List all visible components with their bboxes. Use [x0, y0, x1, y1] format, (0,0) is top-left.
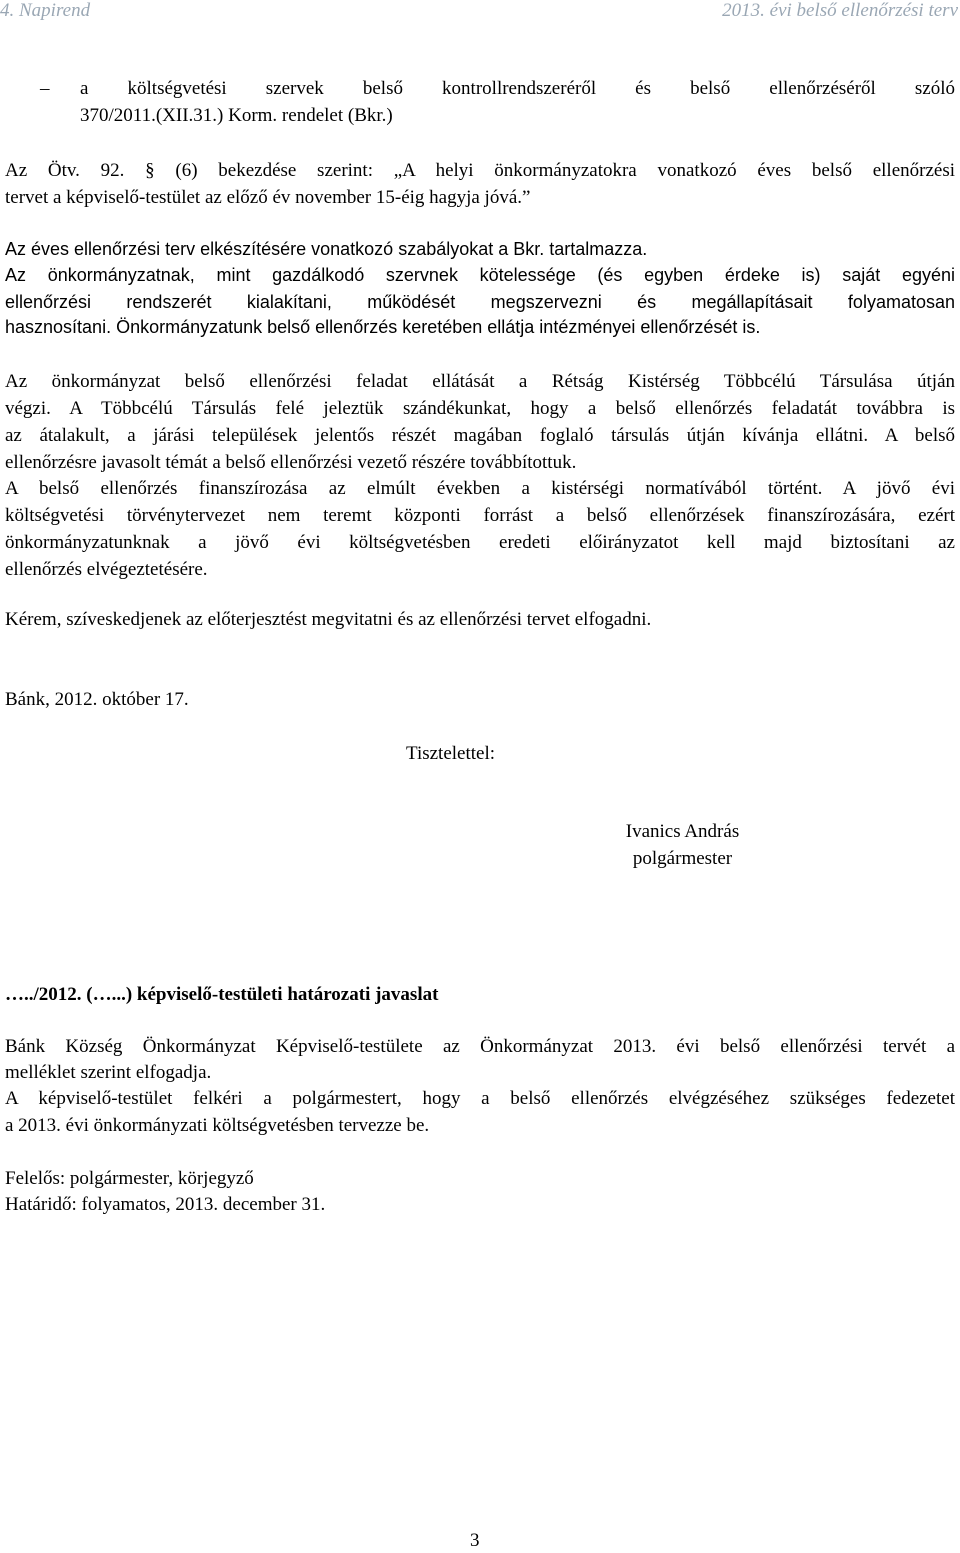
para1-line-2: tervet a képviselő-testület az előző év november 15-éig hagyja jóvá.”	[5, 187, 531, 208]
resolution-deadline: Határidő: folyamatos, 2013. december 31.	[5, 1194, 326, 1215]
para3-line-8: ellenőrzés elvégeztetésére.	[5, 559, 208, 580]
para3-line-2: végzi. A Többcélú Társulás felé jeleztük szándékunkat, hogy a belső ellenőrzés feladatát továbbra is	[5, 398, 955, 419]
resolution-line-1: Bánk Község Önkormányzat Képviselő-testülete az Önkormányzat 2013. évi belső ellenőrzési tervét a	[5, 1036, 955, 1057]
resolution-line-2: melléklet szerint elfogadja.	[5, 1062, 212, 1083]
para1-line-1: Az Ötv. 92. § (6) bekezdése szerint: „A helyi önkormányzatokra vonatkozó éves belső ellenőrzési	[5, 160, 955, 181]
request-text: Kérem, szíveskedjenek az előterjesztést megvitatni és az ellenőrzési tervet elfogadni.	[5, 609, 652, 630]
para3-line-6: költségvetési törvénytervezet nem teremt központi forrást a belső ellenőrzések finanszírozására, ezért	[5, 505, 955, 526]
para3-line-7: önkormányzatunknak a jövő évi költségvetésben eredeti előirányzatot kell majd biztosítani az	[5, 532, 955, 553]
signature-name: Ivanics András	[625, 821, 740, 842]
para2-line-1: Az éves ellenőrzési terv elkészítésére vonatkozó szabályokat a Bkr. tartalmazza.	[5, 239, 648, 259]
para3-line-3: az átalakult, a járási települések jelentős részét magában foglaló társulás útján kívánja ellátni. A belső	[5, 425, 955, 446]
greeting: Tisztelettel:	[406, 743, 496, 764]
para3-line-4: ellenőrzésre javasolt témát a belső ellenőrzési vezető részére továbbítottuk.	[5, 452, 577, 473]
bullet-line-2: 370/2011.(XII.31.) Korm. rendelet (Bkr.)	[80, 105, 393, 126]
para3-line-1: Az önkormányzat belső ellenőrzési feladat ellátását a Rétság Kistérség Többcélú Társulása útján	[5, 371, 955, 392]
resolution-line-3: A képviselő-testület felkéri a polgármestert, hogy a belső ellenőrzés elvégzéséhez szükséges fedezetet	[5, 1088, 955, 1109]
page-number: 3	[470, 1530, 480, 1551]
signature-title: polgármester	[632, 848, 733, 869]
header-right: 2013. évi belső ellenőrzési terv	[722, 0, 958, 21]
resolution-heading: …../2012. (…...) képviselő-testületi határozati javaslat	[5, 984, 439, 1005]
header-left: 4. Napirend	[0, 0, 91, 21]
resolution-responsible: Felelős: polgármester, körjegyző	[5, 1168, 254, 1189]
para3-line-5: A belső ellenőrzés finanszírozása az elmúlt években a kistérségi normatívából történt. A jövő évi	[5, 478, 955, 499]
place-date: Bánk, 2012. október 17.	[5, 689, 189, 710]
para2-line-2: Az önkormányzatnak, mint gazdálkodó szervnek kötelessége (és egyben érdeke is) saját egyéni	[5, 265, 955, 285]
bullet-dash: –	[40, 78, 50, 99]
resolution-line-4: a 2013. évi önkormányzati költségvetésben tervezze be.	[5, 1115, 430, 1136]
para2-line-3: ellenőrzési rendszerét kialakítani, működését megszervezni és megállapításait folyamatosan	[5, 292, 955, 312]
para2-line-4: hasznosítani. Önkormányzatunk belső ellenőrzés keretében ellátja intézményei ellenőrzését is.	[5, 317, 761, 337]
bullet-line-1: a költségvetési szervek belső kontrollrendszeréről és belső ellenőrzéséről szóló	[80, 78, 955, 99]
